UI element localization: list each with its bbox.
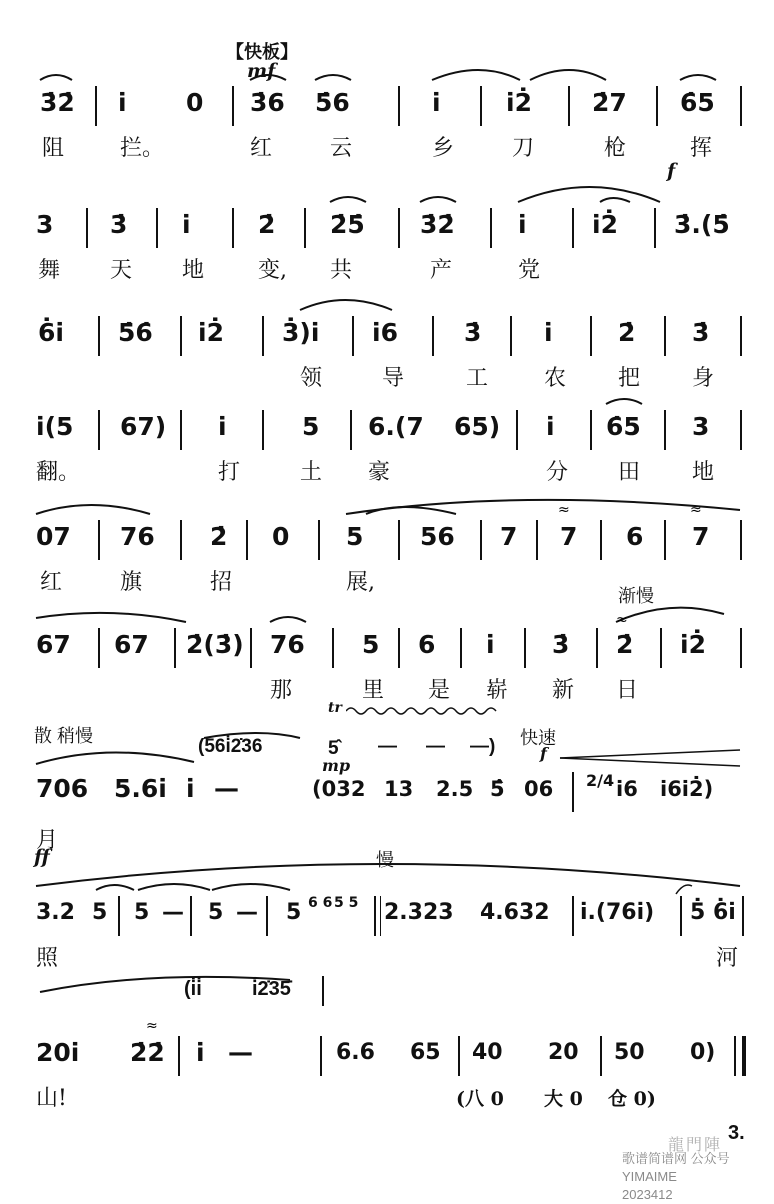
- note-token: 3̇: [692, 318, 710, 347]
- lyric-char: 云: [330, 136, 353, 161]
- mordent-mark: ≈: [558, 502, 570, 518]
- tempo-marking-san-shaoman: 散 稍慢: [34, 726, 94, 746]
- note-token: 2̇5̇: [330, 210, 365, 239]
- fermata-note: 5̂: [328, 738, 339, 759]
- lyric-char: 党: [518, 258, 541, 283]
- note-token: 7: [692, 522, 710, 551]
- watermark-code: 2023412: [622, 1187, 673, 1202]
- note-token: 2̇(3̇): [186, 630, 244, 659]
- lyric-char: 挥: [690, 136, 713, 161]
- note-token: 0): [690, 1040, 716, 1065]
- tempo-marking-kuaiban: 【快板】: [226, 42, 298, 62]
- note-token: 2̇: [618, 318, 636, 347]
- tempo-marking-kuaisu: 快速: [520, 728, 556, 748]
- lyric-char: 山!: [36, 1086, 67, 1111]
- lyric-char: 天: [110, 258, 133, 283]
- note-token: i̇: [518, 210, 527, 239]
- note-token: 3: [692, 412, 710, 441]
- dynamic-mf: mf: [247, 60, 276, 82]
- note-token: i̇: [182, 210, 191, 239]
- slur-marks: [0, 410, 774, 450]
- mordent-mark: ≈: [690, 502, 702, 518]
- lyric-char: 河: [716, 946, 739, 971]
- note-token: 40: [472, 1040, 503, 1065]
- note-token: 5̂: [490, 777, 505, 801]
- note-token: 65): [454, 412, 501, 441]
- lyric-char: 新: [552, 678, 575, 703]
- note-token: i̇.(76i̇): [580, 900, 655, 925]
- slur-marks: [0, 896, 774, 936]
- note-token: 7: [560, 522, 578, 551]
- lyric-char: 红: [40, 570, 63, 595]
- note-token: i̇: [218, 412, 227, 441]
- lyric-char: 红: [250, 136, 273, 161]
- note-token: i̇2̇: [680, 630, 706, 659]
- lyric-char: 枪: [604, 136, 627, 161]
- note-token: 50: [614, 1040, 645, 1065]
- note-token: i̇: [432, 88, 441, 117]
- note-token: 6.(7: [368, 412, 424, 441]
- lyric-char: 崭: [486, 678, 509, 703]
- lyric-char: 照: [36, 946, 59, 971]
- note-token: 56: [420, 522, 455, 551]
- note-token: 0: [272, 522, 290, 551]
- note-token: —: [236, 900, 258, 925]
- note-token: i̇(5: [36, 412, 74, 441]
- note-token: i̇: [118, 88, 127, 117]
- note-token: —: [228, 1038, 253, 1067]
- percussion-syllable: (八 0: [456, 1088, 504, 1110]
- note-token: i̇: [544, 318, 553, 347]
- lyric-char: 打: [218, 460, 241, 485]
- paren-phrase: i̇2̇35̇: [252, 978, 291, 1000]
- slur-marks: [0, 86, 774, 126]
- note-token: 7: [500, 522, 518, 551]
- note-token: 2̇: [258, 210, 276, 239]
- note-token: 2̇: [210, 522, 228, 551]
- tempo-marking-jianman: 渐慢: [618, 586, 654, 606]
- note-token: 0: [186, 88, 204, 117]
- note-token: i̇: [486, 630, 495, 659]
- note-token: 07: [36, 522, 71, 551]
- note-token: i̇2̇: [506, 88, 532, 117]
- note-token: 3̇6: [250, 88, 285, 117]
- note-token: 3̇)i̇: [282, 318, 320, 347]
- note-token: 6̇5: [606, 412, 641, 441]
- note-token: 2̇: [616, 630, 634, 659]
- note-token: 4.632: [480, 900, 550, 925]
- note-token: 5: [302, 412, 320, 441]
- note-token: 2̇7: [592, 88, 627, 117]
- dynamic-f: f: [667, 160, 676, 182]
- lyric-char: 工: [466, 366, 489, 391]
- note-token: (032: [312, 777, 366, 801]
- note-token: 5: [286, 900, 302, 925]
- note-token: 6̇i̇: [38, 318, 64, 347]
- note-token: i̇: [196, 1038, 205, 1067]
- note-token: 67: [114, 630, 149, 659]
- page-number: 3.: [728, 1122, 745, 1144]
- note-token: 3: [36, 210, 54, 239]
- lyric-char: 地: [692, 460, 715, 485]
- time-signature: 2/4: [586, 771, 615, 790]
- lyric-char: 旗: [120, 570, 143, 595]
- lyric-char: 那: [270, 678, 293, 703]
- note-token: 06: [524, 777, 554, 801]
- note-token: —: [214, 774, 239, 803]
- note-token: i̇6: [372, 318, 398, 347]
- note-token: i̇: [186, 774, 195, 803]
- note-token: 6: [418, 630, 436, 659]
- lyric-char: 豪: [368, 460, 391, 485]
- bar-line: [322, 976, 324, 1006]
- lyric-char: 招: [210, 570, 233, 595]
- note-token: —: [162, 900, 184, 925]
- note-token: 3̇: [110, 210, 128, 239]
- note-token: 6.6: [336, 1040, 375, 1065]
- dash: —: [378, 736, 397, 757]
- percussion-syllable: 仓 0): [608, 1088, 656, 1110]
- note-token: 6: [626, 522, 644, 551]
- lyric-char: 地: [182, 258, 205, 283]
- note-token: 67: [36, 630, 71, 659]
- slur-marks: [0, 502, 774, 560]
- note-token: 65: [410, 1040, 441, 1065]
- watermark-logo: 龍門陣: [668, 1137, 723, 1154]
- lyric-char: 把: [618, 366, 641, 391]
- note-token: 2̇2̇: [130, 1038, 165, 1067]
- lyric-char: 产: [430, 258, 453, 283]
- trill-mark: tr: [328, 700, 342, 716]
- slur-marks: [0, 316, 774, 356]
- note-token: 5: [134, 900, 150, 925]
- note-token: 13: [384, 777, 414, 801]
- lyric-char: 阻: [42, 136, 65, 161]
- note-token: i̇: [546, 412, 555, 441]
- watermark: [622, 1150, 774, 1204]
- lyric-char: 里: [362, 678, 385, 703]
- note-token: 3̇2̇: [40, 88, 75, 117]
- dash-close: —): [470, 736, 496, 757]
- lyric-char: 舞: [38, 258, 61, 283]
- note-token: 5̇6̇: [118, 318, 153, 347]
- lyric-char: 共: [330, 258, 353, 283]
- lyric-char: 农: [544, 366, 567, 391]
- tempo-marking-man: 慢: [376, 850, 394, 870]
- lyric-char: 拦。: [120, 136, 165, 161]
- lyric-char: 变,: [258, 258, 287, 283]
- note-token: 5̇ 6̇i̇: [690, 900, 736, 925]
- dash: —: [426, 736, 445, 757]
- lyric-char: 乡: [432, 136, 455, 161]
- note-token: 5.6i̇: [114, 774, 167, 803]
- lyric-char: 刀: [512, 136, 535, 161]
- slur-marks: [0, 612, 774, 668]
- note-token: i̇2̇: [592, 210, 618, 239]
- dynamic-f: f: [540, 744, 547, 763]
- note-token: 2.5: [436, 777, 474, 801]
- paren-phrase: (56i̇2̇36: [198, 736, 263, 757]
- note-token: 76: [120, 522, 155, 551]
- paren-phrase: (i̇i̇: [184, 978, 202, 1000]
- note-token: 67): [120, 412, 167, 441]
- dynamic-ff: ff: [34, 846, 50, 868]
- note-token: 3̇2̇: [420, 210, 455, 239]
- mordent-mark: ≈: [146, 1018, 158, 1034]
- lyric-char: 翻。: [36, 460, 81, 485]
- note-token: 2.323: [384, 900, 454, 925]
- note-token: i̇6: [616, 777, 638, 801]
- note-token: 3̇: [552, 630, 570, 659]
- note-token: 20i̇: [36, 1038, 80, 1067]
- note-token: 5: [92, 900, 108, 925]
- lyric-char: 日: [616, 678, 639, 703]
- note-token: 3.2: [36, 900, 75, 925]
- lyric-char: 领: [300, 366, 323, 391]
- note-token: i̇2̇: [198, 318, 224, 347]
- note-token: 76: [270, 630, 305, 659]
- note-token: 6̇5: [680, 88, 715, 117]
- watermark-text: 歌谱简谱网 公众号YIMAIME: [622, 1151, 730, 1184]
- note-token: 706: [36, 774, 89, 803]
- lyric-char: 身: [692, 366, 715, 391]
- lyric-char: 田: [618, 460, 641, 485]
- slur-marks: [0, 772, 774, 812]
- note-token: 5: [208, 900, 224, 925]
- lyric-char: 是: [428, 678, 451, 703]
- grace-notes: 6 6: [308, 895, 333, 911]
- slur-marks: [0, 1018, 774, 1076]
- note-token: i̇6i̇2̇): [660, 777, 714, 801]
- note-token: 3̇: [464, 318, 482, 347]
- lyric-char: 展,: [346, 570, 375, 595]
- trill-wave: [346, 704, 506, 718]
- slur-marks: [0, 208, 774, 248]
- grace-notes: 5 5: [334, 895, 359, 911]
- lyric-char: 分: [546, 460, 569, 485]
- note-token: 5: [362, 630, 380, 659]
- dynamic-mp: mp: [322, 756, 351, 775]
- note-token: 5: [346, 522, 364, 551]
- note-token: 5̇6: [315, 88, 350, 117]
- note-token: 3̇.(5̇: [674, 210, 730, 239]
- lyric-char: 导: [382, 366, 405, 391]
- percussion-syllable: 大 0: [544, 1088, 583, 1110]
- mordent-mark: ≈: [616, 612, 628, 628]
- lyric-char: 月: [36, 828, 59, 853]
- note-token: 20: [548, 1040, 579, 1065]
- lyric-char: 土: [300, 460, 323, 485]
